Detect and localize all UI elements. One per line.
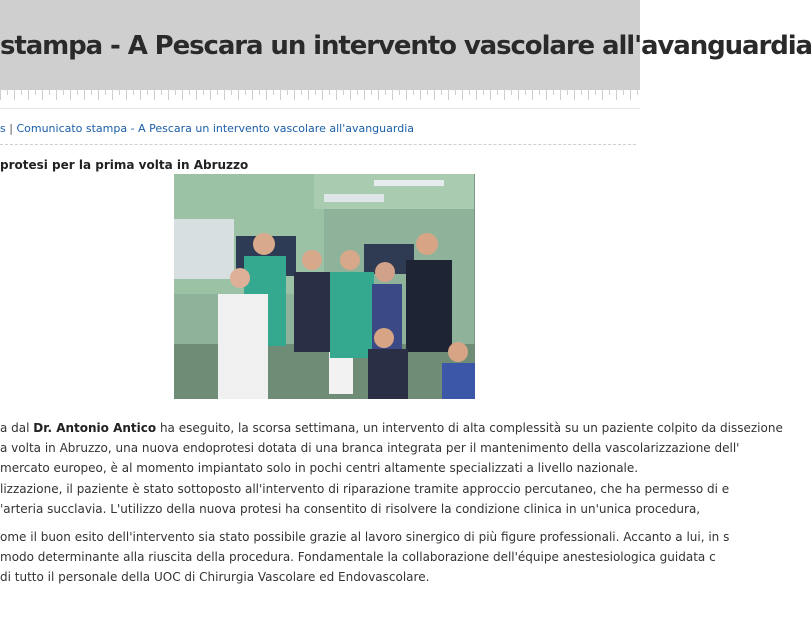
page-header bbox=[0, 0, 812, 90]
paragraph-1-line-3: mercato europeo, è al momento impiantato solo in pochi centri altamente specializzati a livello nazionale. bbox=[0, 461, 639, 476]
article-photo[interactable] bbox=[174, 174, 475, 399]
paragraph-3-line-1: ome il buon esito dell'intervento sia stato possibile grazie al lavoro sinergico di più figure professionali. Accanto a lui, in s bbox=[0, 529, 730, 544]
breadcrumb-link-parent[interactable]: s bbox=[0, 122, 6, 135]
breadcrumb-link-current[interactable]: Comunicato stampa - A Pescara un intervento vascolare all'avanguardia bbox=[16, 122, 414, 135]
team-photo-illustration bbox=[174, 174, 475, 399]
paragraph-1-line-1: a dal Dr. Antonio Antico ha eseguito, la scorsa settimana, un intervento di alta complessità su un paziente colpito da dissezione bbox=[0, 421, 783, 435]
paragraph-3-line-2: modo determinante alla riuscita della procedura. Fondamentale la collaborazione dell'équipe anestesiologica guidata c bbox=[0, 550, 716, 565]
paragraph-2-line-1: lizzazione, il paziente è stato sottoposto all'intervento di riparazione tramite approccio percutaneo, che ha permesso di e bbox=[0, 481, 730, 496]
paragraph-3-line-3: di tutto il personale della UOC di Chirurgia Vascolare ed Endovascolare. bbox=[0, 570, 430, 585]
paragraph-1-line-2: a volta in Abruzzo, una nuova endoprotesi dotata di una branca integrata per il mantenimento della vascolarizzazione dell' bbox=[0, 441, 740, 456]
breadcrumb-divider bbox=[0, 144, 636, 145]
breadcrumb-separator: | bbox=[5, 122, 17, 135]
page-title: stampa - A Pescara un intervento vascolare all'avanguardia bbox=[0, 31, 812, 61]
doctor-name: Dr. Antonio Antico bbox=[33, 421, 157, 435]
breadcrumb bbox=[0, 120, 640, 138]
article-body bbox=[0, 418, 783, 588]
article-subtitle: protesi per la prima volta in Abruzzo bbox=[0, 158, 249, 172]
paragraph-gap bbox=[0, 519, 640, 527]
paragraph-2-line-2: 'arteria succlavia. L'utilizzo della nuova protesi ha consentito di risolvere la condizione clinica in un'unica procedura, bbox=[0, 501, 701, 516]
decorative-ruler bbox=[0, 90, 640, 109]
